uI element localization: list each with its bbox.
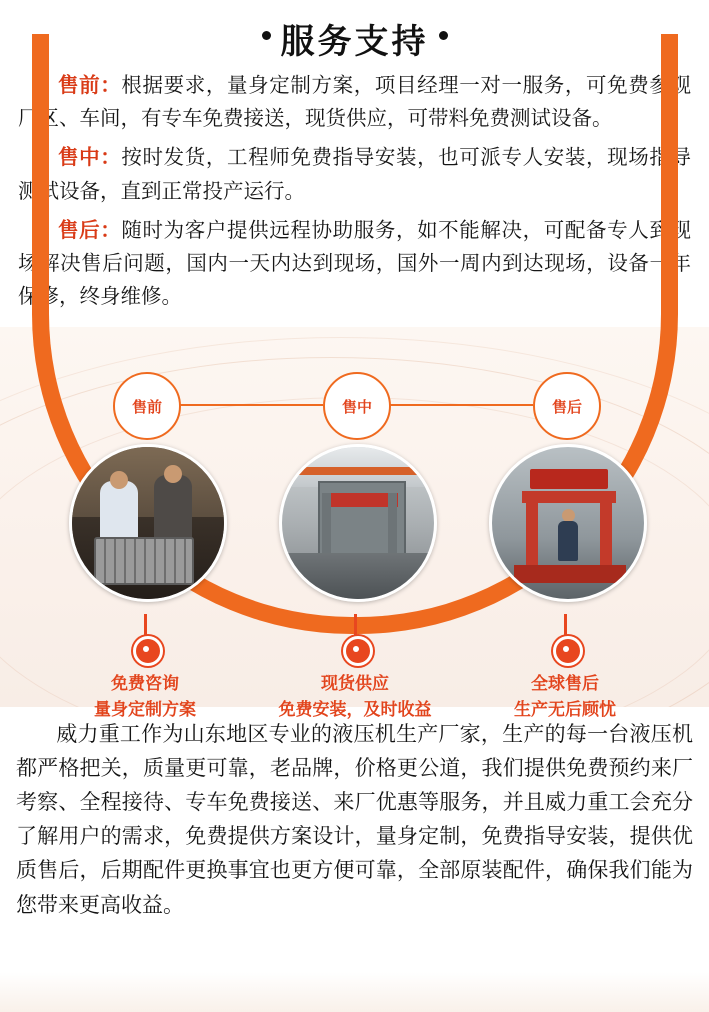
caption-pre-sales-line2: 量身定制方案 xyxy=(94,699,196,720)
section-in-sales-label: 售中： xyxy=(58,145,122,170)
section-after-sales xyxy=(18,214,691,314)
section-pre-sales-label: 售前： xyxy=(58,73,122,97)
section-in-sales-text: 按时发货，工程师免费指导安装，也可派专人安装，现场指导测试设备，直到正常投产运行。 xyxy=(18,145,692,203)
section-in-sales xyxy=(18,141,691,207)
section-pre-sales xyxy=(18,69,691,135)
timeline-pill-in-sales: 售中 xyxy=(323,372,391,440)
section-pre-sales-text: 根据要求，量身定制方案，项目经理一对一服务，可免费参观厂区、车间，有专车免费接送，现货供应，可带料免费测试设备。 xyxy=(18,73,692,131)
caption-pre-sales-line1: 免费咨询 xyxy=(111,674,179,694)
title-bullet-left-icon xyxy=(262,31,271,40)
closing-paragraph-text: 威力重工作为山东地区专业的液压机生产厂家，生产的每一台液压机都严格把关，质量更可靠，老品牌，价格更公道，我们提供免费预约来厂考察、全程接待、专车免费接送、来厂优惠等服务，并且威力重工会充分了解用户的需求，免费提供方案设计，量身定制，免费指导安装，提供优质售后，后期配件更换事宜也更方便可靠，全部原装配件，确保我们能为您带来更高收益。 xyxy=(16,722,693,917)
caption-after-sales-line1: 全球售后 xyxy=(531,674,599,694)
title-bullet-right-icon xyxy=(439,31,448,40)
section-after-sales-label: 售后： xyxy=(58,217,122,242)
closing-paragraph xyxy=(16,717,693,921)
timeline-pill-pre-sales: 售前 xyxy=(113,372,181,440)
decorative-swoosh-icon xyxy=(0,397,709,707)
caption-after-sales-line2: 生产无后顾忧 xyxy=(514,699,616,720)
page-title-text: 服务支持 xyxy=(280,22,429,62)
bottom-gradient xyxy=(0,972,709,1012)
caption-in-sales-line1: 现货供应 xyxy=(321,674,389,694)
section-after-sales-text: 随时为客户提供远程协助服务，如不能解决，可配备专人到现场解决售后问题，国内一天内达到现场，国外一周内到达现场，设备一年保修，终身维修。 xyxy=(18,217,692,309)
timeline-pill-after-sales: 售后 xyxy=(533,372,601,440)
service-timeline-banner xyxy=(0,327,709,707)
page-title xyxy=(0,0,709,69)
caption-in-sales-line2: 免费安装，及时收益 xyxy=(278,699,432,720)
